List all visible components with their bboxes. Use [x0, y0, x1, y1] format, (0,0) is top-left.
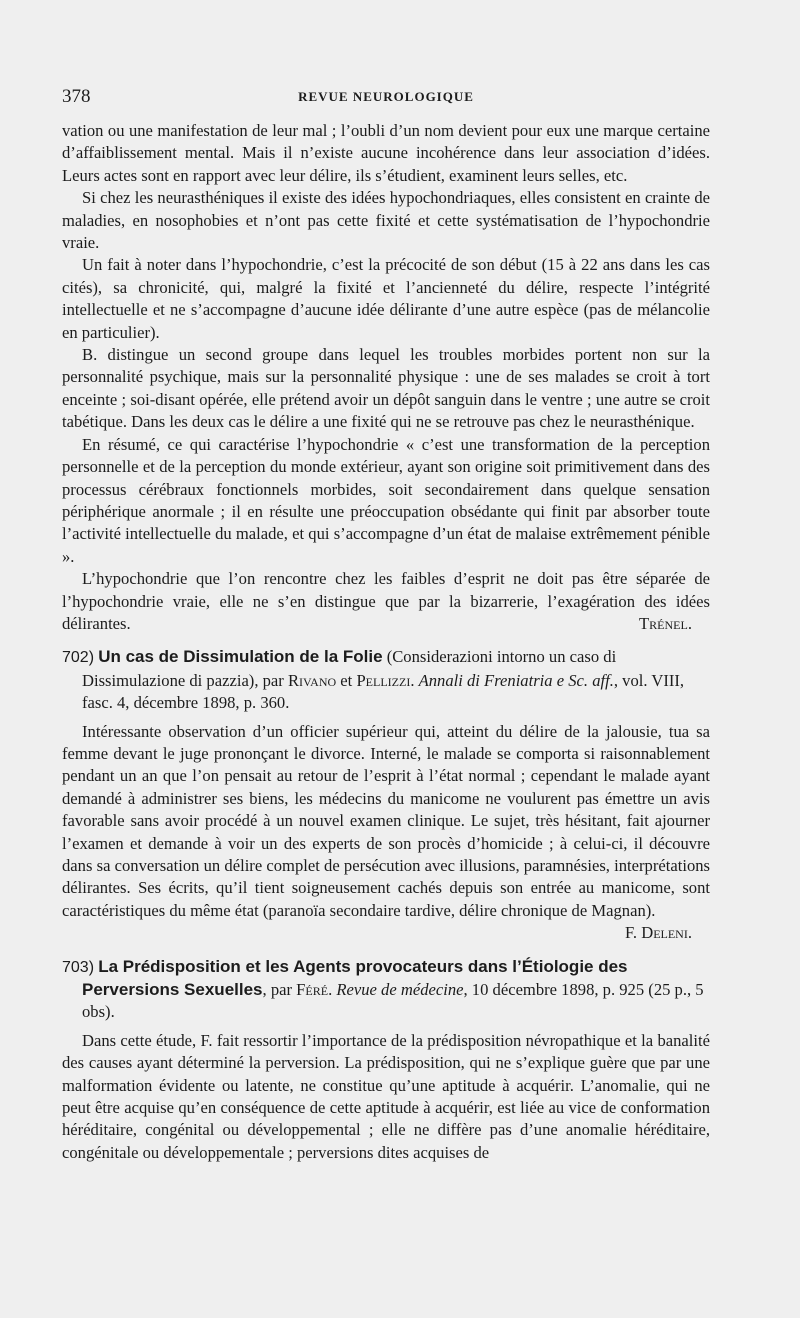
entry-702-original-title: (Considerazioni intorno un caso di Dissimulazione di pazzia), par — [82, 647, 617, 690]
entry-702-reference: , vol. VIII, fasc. 4, décembre 1898, p. 360. — [82, 670, 685, 713]
continuation-paragraph-5: En résumé, ce qui caractérise l’hypochondrie « c’est une transformation de la perception personnelle et de la perception du monde extérieur, ayant son origine soit primitivement dans des processus cérébraux fonctionnels morbides, soit secondairement dans quelque sensation périphérique anormale ; il en résulte une préoccupation obsédante qui finit par absorber toute l’activité intellectuelle du malade, et qui s’accompagne d’un état de malaise extrêmement pénible ». — [62, 434, 710, 566]
paragraph-6-text: L’hypochondrie que l’on rencontre chez les faibles d’esprit ne doit pas être séparée de l’hypochondrie vraie, elle ne s’en distingue que par la bizarrerie, l’exagération des idées délirantes. — [62, 569, 710, 633]
entry-702-journal: Annali di Freniatria e Sc. aff. — [418, 670, 614, 690]
continuation-paragraph-6 — [62, 568, 710, 635]
entry-703-number: 703) — [62, 958, 95, 976]
page-body — [62, 120, 710, 1164]
entry-703-author: Féré — [296, 980, 329, 1000]
continuation-paragraph-3: Un fait à noter dans l’hypochondrie, c’est la précocité de son début (15 à 22 ans dans les cas cités), sa chronicité, qui, malgré la fixité et l’ancienneté du délire, respecte l’intégrité intellectuelle et ne s’accompagne d’aucune idée délirante d’une autre espèce (pas de mélancolie en particulier). — [62, 255, 710, 342]
page-number: 378 — [62, 86, 91, 107]
entry-702-body — [62, 721, 710, 945]
entry-703-journal: Revue de médecine — [336, 980, 464, 1000]
entry-703-title: La Prédisposition et les Agents provocateurs dans l’Étiologie des Perversions Sexuelles — [82, 956, 628, 1000]
entry-702-and: et — [336, 670, 357, 690]
entry-702-author-1: Rivano — [287, 670, 337, 690]
entry-702-title: Un cas de Dissimulation de la Folie — [98, 647, 383, 667]
entry-702-number: 702) — [62, 649, 95, 667]
entry-703 — [62, 956, 710, 1165]
entry-702-sep: . — [410, 670, 419, 690]
entry-702-heading — [62, 646, 710, 714]
entry-703-by: , par — [262, 980, 297, 1000]
signature-deleni: F. Deleni. — [625, 923, 692, 943]
continuation-paragraph-1: vation ou une manifestation de leur mal ; l’oubli d’un nom devient pour eux une marque certaine d’affaiblissement mental. Mais il n’existe aucune incohérence dans leur association d’idées. Leurs actes sont en rapport avec leur délire, ils s’étudient, examinent leurs selles, etc. — [62, 121, 710, 185]
journal-title: REVUE NEUROLOGIQUE — [298, 89, 474, 104]
continuation-paragraph-4: B. distingue un second groupe dans lequel les troubles morbides portent non sur la personnalité psychique, mais sur la personnalité physique : une de ses malades se croit à tort enceinte ; soi-disant opérée, elle prétend avoir un dépôt sanguin dans le ventre ; une autre se croit tabétique. Dans les deux cas le délire a une fixité qui ne se retrouve pas chez le neurasthénique. — [62, 345, 710, 432]
running-head — [62, 86, 710, 110]
signature-trenel: Trénel. — [639, 613, 692, 633]
entry-702 — [62, 646, 710, 944]
entry-702-text: Intéressante observation d’un officier supérieur qui, atteint du délire de la jalousie, tua sa femme devant le juge prononçant le divorce. Interné, le malade se comporta si raisonnablement pendant un an que l’on pensait au retour de l’esprit à l’état normal ; cependant le malade ayant demandé à administrer ses biens, les médecins du manicome ne voulurent pas émettre un avis favorable sans avoir procédé à un nouvel examen clinique. Le sujet, très hésitant, fait ajourner l’examen et demande à voir un des experts de son procès d’homicide ; à celui-ci, il découvre dans sa conversation un délire complet de persécution avec illusions, paramnésies, interprétations délirantes. Ses écrits, qu’il tient soigneusement cachés depuis son entrée au manicome, sont caractéristiques du même état (paranoïa secondaire tardive, délire chronique de Magnan). — [62, 721, 710, 920]
entry-702-author-2: Pellizzi — [356, 670, 411, 690]
continuation-paragraph-2: Si chez les neurasthéniques il existe des idées hypochondriaques, elles consistent en crainte de maladies, en nosophobies et n’ont pas cette fixité et cette systématisation de l’hypochondrie vraie. — [62, 188, 710, 253]
entry-703-reference: , 10 décembre 1898, p. 925 (25 p., 5 obs). — [82, 980, 704, 1022]
entry-703-sep: . — [328, 980, 337, 1000]
entry-703-heading — [62, 956, 710, 1024]
entry-703-body: Dans cette étude, F. fait ressortir l’importance de la prédisposition névropathique et la banalité des causes ayant déterminé la perversion. La prédisposition, qui ne s’explique guère que par une malformation évidente ou latente, ne constitue qu’une aptitude à acquérir. L’anomalie, qui ne peut être acquise qu’en conséquence de cette aptitude à acquérir, est liée au vice de conformation héréditaire, congénital ou développemental ; elle ne diffère pas d’une anomalie héréditaire, congénitale ou développementale ; perversions dites acquises de — [62, 1030, 710, 1162]
